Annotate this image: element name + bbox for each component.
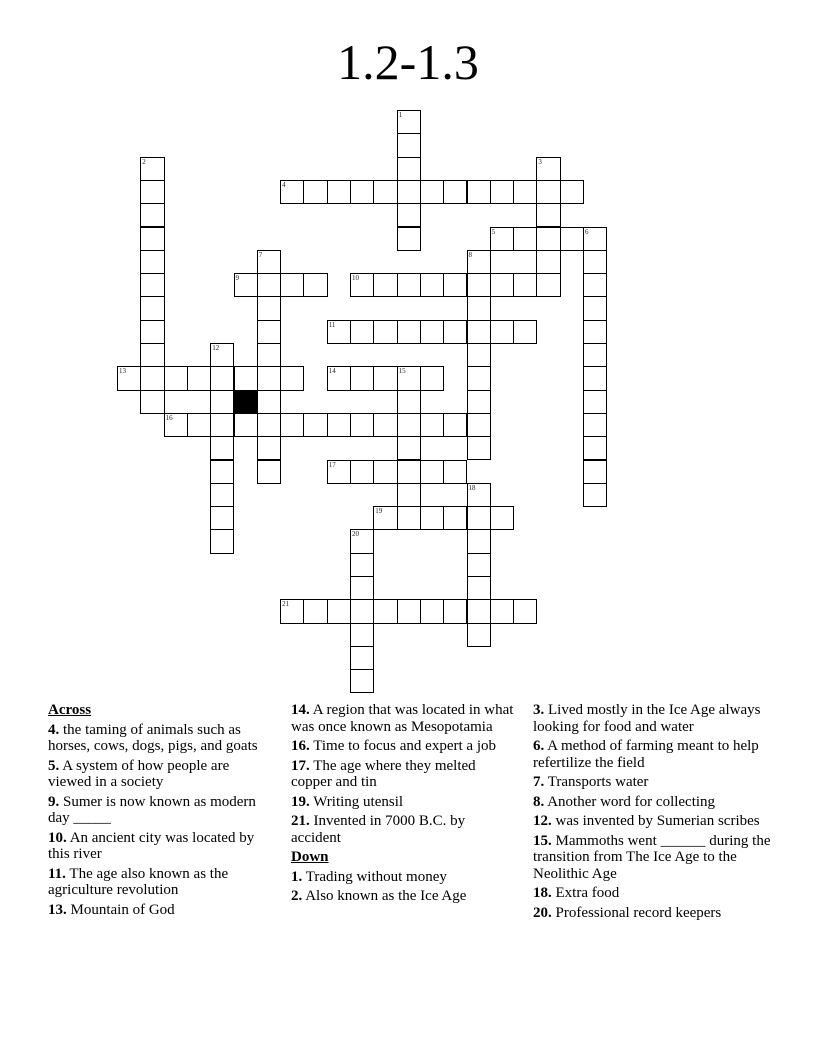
clue-across-14: 14. A region that was located in what was once known as Mesopotamia — [291, 702, 514, 735]
grid-cell[interactable] — [420, 506, 444, 530]
clue-across-9: 9. Sumer is now known as modern day _____ — [48, 793, 256, 826]
grid-cell[interactable] — [187, 366, 211, 390]
clues-column-3 — [533, 702, 773, 924]
grid-cell[interactable] — [583, 460, 607, 484]
clue-number: 16 — [165, 413, 173, 422]
grid-cell[interactable] — [513, 273, 537, 297]
grid-cell[interactable] — [583, 413, 607, 437]
grid-cell[interactable] — [234, 366, 258, 390]
grid-cell[interactable] — [210, 390, 234, 414]
clue-down-8: 8. Another word for collecting — [533, 793, 716, 810]
clue-across-10: 10. An ancient city was located by this river — [48, 829, 255, 862]
grid-cell[interactable] — [210, 436, 234, 460]
grid-cell[interactable] — [373, 506, 397, 530]
grid-cell[interactable] — [373, 180, 397, 204]
grid-cell[interactable] — [280, 599, 304, 623]
grid-cell[interactable] — [397, 436, 421, 460]
grid-cell[interactable] — [350, 320, 374, 344]
grid-cell[interactable] — [210, 506, 234, 530]
grid-cell[interactable] — [350, 529, 374, 553]
grid-cell[interactable] — [327, 180, 351, 204]
grid-cell[interactable] — [350, 576, 374, 600]
grid-cell[interactable] — [397, 390, 421, 414]
grid-cell[interactable] — [583, 273, 607, 297]
clue-number: 20 — [352, 530, 359, 539]
clue-across-5: 5. A system of how people are viewed in a society — [48, 757, 230, 790]
clue-number: 7 — [258, 250, 263, 259]
grid-cell[interactable] — [210, 343, 234, 367]
grid-cell[interactable] — [397, 599, 421, 623]
grid-cell[interactable] — [490, 320, 514, 344]
grid-cell[interactable] — [467, 529, 491, 553]
grid-cell[interactable] — [187, 413, 211, 437]
grid-cell[interactable] — [350, 366, 374, 390]
grid-cell[interactable] — [536, 227, 560, 251]
grid-cell[interactable] — [490, 227, 514, 251]
grid-cell[interactable] — [210, 483, 234, 507]
grid-cell[interactable] — [210, 413, 234, 437]
grid-cell[interactable] — [443, 460, 467, 484]
grid-cell[interactable] — [467, 273, 491, 297]
grid-cell[interactable] — [140, 390, 164, 414]
grid-cell[interactable] — [350, 273, 374, 297]
grid-cell[interactable] — [467, 320, 491, 344]
grid-cell[interactable] — [467, 436, 491, 460]
grid-cell[interactable] — [234, 413, 258, 437]
black-cell — [234, 390, 258, 414]
grid-cell[interactable] — [583, 483, 607, 507]
clues-column-1 — [48, 702, 273, 921]
clue-number: 13 — [119, 367, 126, 376]
grid-cell[interactable] — [397, 273, 421, 297]
grid-cell[interactable] — [373, 366, 397, 390]
clues-column-2 — [291, 702, 516, 908]
grid-cell[interactable] — [257, 436, 281, 460]
grid-cell[interactable] — [350, 669, 374, 693]
grid-cell[interactable] — [234, 273, 258, 297]
grid-cell[interactable] — [513, 180, 537, 204]
clue-number: 3 — [538, 157, 542, 166]
grid-cell[interactable] — [210, 366, 234, 390]
grid-cell[interactable] — [583, 390, 607, 414]
clue-across-16: 16. Time to focus and expert a job — [291, 738, 496, 754]
grid-cell[interactable] — [467, 599, 491, 623]
clue-across-21: 21. Invented in 7000 B.C. by accident — [291, 813, 466, 846]
grid-cell[interactable] — [443, 599, 467, 623]
grid-cell[interactable] — [420, 460, 444, 484]
grid-cell[interactable] — [140, 157, 164, 181]
grid-cell[interactable] — [140, 250, 164, 274]
grid-cell[interactable] — [467, 623, 491, 647]
grid-cell[interactable] — [280, 413, 304, 437]
grid-cell[interactable] — [536, 273, 560, 297]
clue-number: 10 — [352, 274, 359, 283]
clue-down-7: 7. Transports water — [533, 774, 649, 790]
grid-cell[interactable] — [373, 413, 397, 437]
clue-number: 17 — [328, 460, 336, 469]
clue-number: 12 — [212, 344, 220, 352]
clue-number: 18 — [468, 483, 476, 492]
grid-cell[interactable] — [467, 553, 491, 577]
grid-cell[interactable] — [327, 366, 351, 390]
grid-cell[interactable] — [536, 250, 560, 274]
grid-cell[interactable] — [443, 506, 467, 530]
grid-cell[interactable] — [397, 366, 421, 390]
grid-cell[interactable] — [397, 320, 421, 344]
grid-cell[interactable] — [513, 227, 537, 251]
grid-cell[interactable] — [257, 366, 281, 390]
grid-cell[interactable] — [257, 320, 281, 344]
grid-cell[interactable] — [210, 529, 234, 553]
clue-across-13: 13. Mountain of God — [48, 901, 175, 918]
grid-cell[interactable] — [397, 413, 421, 437]
grid-cell[interactable] — [280, 180, 304, 204]
grid-cell[interactable] — [303, 273, 327, 297]
grid-cell[interactable] — [443, 180, 467, 204]
grid-cell[interactable] — [350, 460, 374, 484]
grid-cell[interactable] — [583, 250, 607, 274]
grid-cell[interactable] — [140, 273, 164, 297]
grid-cell[interactable] — [397, 157, 421, 181]
grid-cell[interactable] — [350, 413, 374, 437]
grid-cell[interactable] — [420, 320, 444, 344]
grid-cell[interactable] — [373, 599, 397, 623]
grid-cell[interactable] — [164, 413, 188, 437]
grid-cell[interactable] — [140, 203, 164, 227]
grid-cell[interactable] — [257, 460, 281, 484]
clue-down-15: 15. Mammoths went ______ during the transition from The Ice Age to the Neolithic Age — [533, 832, 771, 882]
grid-cell[interactable] — [350, 553, 374, 577]
clue-number: 4 — [282, 180, 286, 189]
clue-down-1: 1. Trading without money — [291, 868, 447, 885]
grid-cell[interactable] — [397, 227, 421, 251]
grid-cell[interactable] — [420, 413, 444, 437]
clue-number: 5 — [491, 227, 496, 236]
grid-cell[interactable] — [490, 180, 514, 204]
grid-cell[interactable] — [420, 599, 444, 623]
down-heading: Down — [291, 849, 329, 865]
grid-cell[interactable] — [467, 366, 491, 390]
grid-cell[interactable] — [560, 227, 584, 251]
clue-number: 21 — [282, 600, 290, 609]
clue-number: 6 — [585, 227, 589, 236]
clue-down-2: 2. Also known as the Ice Age — [291, 888, 467, 904]
grid-cell[interactable] — [490, 599, 514, 623]
grid-cell[interactable] — [420, 366, 444, 390]
clue-number: 8 — [468, 250, 472, 259]
grid-cell[interactable] — [583, 366, 607, 390]
grid-cell[interactable] — [443, 273, 467, 297]
grid-cell[interactable] — [117, 366, 141, 390]
grid-cell[interactable] — [140, 343, 164, 367]
grid-cell[interactable] — [350, 646, 374, 670]
grid-cell[interactable] — [583, 296, 607, 320]
grid-cell[interactable] — [257, 343, 281, 367]
grid-cell[interactable] — [210, 460, 234, 484]
clue-number: 19 — [375, 507, 383, 516]
grid-cell[interactable] — [513, 320, 537, 344]
clue-number: 2 — [142, 157, 146, 166]
grid-cell[interactable] — [467, 576, 491, 600]
grid-cell[interactable] — [536, 203, 560, 227]
grid-cell[interactable] — [513, 599, 537, 623]
grid-cell[interactable] — [303, 180, 327, 204]
grid-cell[interactable] — [397, 133, 421, 157]
grid-cell[interactable] — [583, 436, 607, 460]
grid-cell[interactable] — [164, 366, 188, 390]
grid-cell[interactable] — [467, 390, 491, 414]
grid-cell[interactable] — [420, 180, 444, 204]
grid-cell[interactable] — [443, 320, 467, 344]
across-heading: Across — [48, 702, 92, 718]
grid-cell[interactable] — [583, 227, 607, 251]
grid-cell[interactable] — [397, 460, 421, 484]
grid-cell[interactable] — [467, 413, 491, 437]
grid-cell[interactable] — [350, 180, 374, 204]
grid-cell[interactable] — [536, 157, 560, 181]
grid-cell[interactable] — [397, 110, 421, 134]
grid-cell[interactable] — [257, 390, 281, 414]
grid-cell[interactable] — [350, 623, 374, 647]
grid-cell[interactable] — [583, 343, 607, 367]
grid-cell[interactable] — [140, 296, 164, 320]
grid-cell[interactable] — [280, 273, 304, 297]
grid-cell[interactable] — [467, 506, 491, 530]
grid-cell[interactable] — [140, 227, 164, 251]
grid-cell[interactable] — [373, 320, 397, 344]
grid-cell[interactable] — [467, 483, 491, 507]
grid-cell[interactable] — [257, 250, 281, 274]
grid-cell[interactable] — [327, 413, 351, 437]
clue-number: 1 — [398, 111, 403, 119]
grid-cell[interactable] — [140, 320, 164, 344]
clue-across-17: 17. The age where they melted copper and tin — [291, 757, 476, 790]
grid-cell[interactable] — [257, 413, 281, 437]
grid-cell[interactable] — [327, 599, 351, 623]
clue-number: 15 — [398, 367, 406, 376]
grid-cell[interactable] — [327, 460, 351, 484]
grid-cell[interactable] — [467, 343, 491, 367]
grid-cell[interactable] — [280, 366, 304, 390]
clue-down-20: 20. Professional record keepers — [533, 904, 722, 921]
grid-cell[interactable] — [397, 483, 421, 507]
grid-cell[interactable] — [467, 296, 491, 320]
grid-cell[interactable] — [467, 250, 491, 274]
clue-number: 11 — [328, 320, 336, 329]
grid-cell[interactable] — [257, 296, 281, 320]
grid-cell[interactable] — [303, 599, 327, 623]
clue-number: 9 — [235, 274, 239, 283]
clue-across-19: 19. Writing utensil — [291, 793, 404, 810]
grid-cell[interactable] — [397, 180, 421, 204]
grid-cell[interactable] — [560, 180, 584, 204]
clue-number: 14 — [328, 367, 336, 376]
grid-cell[interactable] — [373, 273, 397, 297]
grid-cell[interactable] — [140, 366, 164, 390]
grid-cell[interactable] — [536, 180, 560, 204]
grid-cell[interactable] — [443, 413, 467, 437]
clue-down-3: 3. Lived mostly in the Ice Age always looking for food and water — [533, 702, 761, 735]
grid-cell[interactable] — [140, 180, 164, 204]
puzzle-title: 1.2-1.3 — [337, 34, 479, 90]
clue-down-6: 6. A method of farming meant to help refertilize the field — [533, 738, 759, 771]
clue-down-12: 12. was invented by Sumerian scribes — [533, 813, 760, 829]
grid-cell[interactable] — [490, 273, 514, 297]
grid-cell[interactable] — [467, 180, 491, 204]
grid-cell[interactable] — [583, 320, 607, 344]
grid-cell[interactable] — [490, 506, 514, 530]
grid-cell[interactable] — [373, 460, 397, 484]
clue-across-4: 4. the taming of animals such as horses, cows, dogs, pigs, and goats — [48, 721, 258, 754]
grid-cell[interactable] — [420, 273, 444, 297]
grid-cell[interactable] — [397, 203, 421, 227]
grid-cell[interactable] — [303, 413, 327, 437]
grid-cell[interactable] — [397, 506, 421, 530]
clue-across-11: 11. The age also known as the agriculture revolution — [48, 865, 229, 898]
grid-cell[interactable] — [350, 599, 374, 623]
clue-down-18: 18. Extra food — [533, 885, 620, 901]
grid-cell[interactable] — [257, 273, 281, 297]
grid-cell[interactable] — [327, 320, 351, 344]
